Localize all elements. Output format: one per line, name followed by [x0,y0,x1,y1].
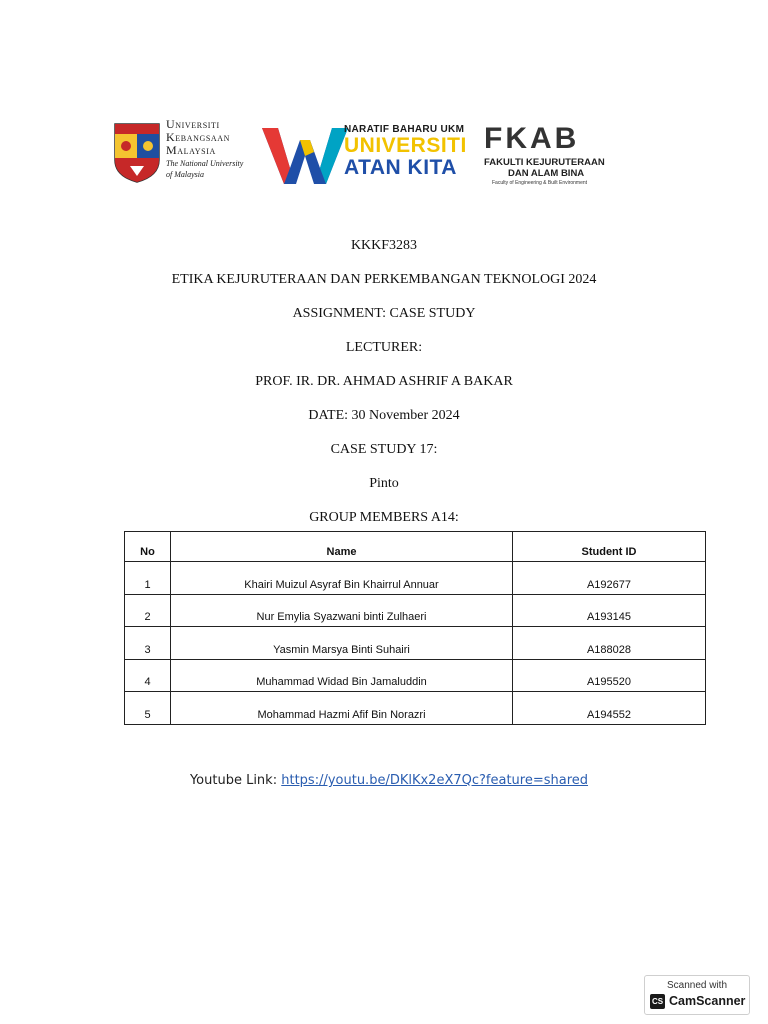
cover-details [0,236,768,542]
fkab-line-1: FAKULTI KEJURUTERAAN [484,157,605,168]
course-name: ETIKA KEJURUTERAAN DAN PERKEMBANGAN TEKNOLOGI 2024 [171,272,597,287]
ukm-wordmark [166,118,243,179]
submission-date: DATE: 30 November 2024 [308,408,460,423]
cell-student-id: A195520 [513,659,706,692]
ukm-line-2: Kebangsaan [166,130,231,144]
cell-no: 5 [125,692,171,725]
header-logos [112,118,632,190]
ukm-line-1: Universiti [166,117,220,131]
cell-student-id: A192677 [513,562,706,595]
table-row [125,562,706,595]
table-row [125,692,706,725]
table-header-row [125,532,706,562]
youtube-link-label: Youtube Link: [189,773,278,788]
course-code: KKKF3283 [350,238,418,253]
fkab-line-2: DAN ALAM BINA [508,168,585,179]
uwk-line-2: ATAN KITA [344,156,457,179]
group-members-heading: GROUP MEMBERS A14: [309,510,459,525]
youtube-link-line [0,773,768,788]
cell-no: 3 [125,627,171,660]
camscanner-watermark [644,975,750,1015]
cell-student-id: A188028 [513,627,706,660]
table-row [125,594,706,627]
header-no: No [125,532,171,562]
case-study-title: Pinto [369,476,399,491]
cell-name: Nur Emylia Syazwani binti Zulhaeri [171,594,513,627]
cell-student-id: A194552 [513,692,706,725]
cell-name: Mohammad Hazmi Afif Bin Norazri [171,692,513,725]
case-study-number: CASE STUDY 17: [330,442,438,457]
youtube-link[interactable]: https://youtu.be/DKlKx2eX7Qc?feature=shared [281,773,589,788]
header-student-id: Student ID [513,532,706,562]
camscanner-icon: CS [650,994,665,1009]
lecturer-label: LECTURER: [345,340,423,355]
table-row [125,627,706,660]
cell-no: 2 [125,594,171,627]
cell-name: Yasmin Marsya Binti Suhairi [171,627,513,660]
ukm-crest-icon [112,120,162,184]
cell-student-id: A193145 [513,594,706,627]
assignment-title: ASSIGNMENT: CASE STUDY [292,306,476,321]
cell-name: Khairi Muizul Asyraf Bin Khairrul Annuar [171,562,513,595]
cell-no: 4 [125,659,171,692]
ukm-sub-1: The National University [166,159,244,168]
fkab-line-3: Faculty of Engineering & Built Environment [492,180,588,186]
header-name: Name [171,532,513,562]
ukm-line-3: Malaysia [166,143,216,157]
watan-w-icon [262,122,352,186]
group-members-table [124,531,706,725]
fkab-logo [484,122,632,186]
ukm-logo [112,118,257,188]
cell-no: 1 [125,562,171,595]
uwk-tagline: NARATIF BAHARU UKM [344,124,465,135]
uwk-line-1: UNIVERSITI [344,134,467,157]
lecturer-name: PROF. IR. DR. AHMAD ASHRIF A BAKAR [255,374,513,389]
watermark-name: CamScanner [669,994,746,1008]
universiti-watan-kita-logo [262,122,470,186]
ukm-sub-2: of Malaysia [166,170,204,179]
table-row [125,659,706,692]
cell-name: Muhammad Widad Bin Jamaluddin [171,659,513,692]
watermark-scanned-with: Scanned with [666,980,728,991]
fkab-abbr: FKAB [484,122,580,155]
